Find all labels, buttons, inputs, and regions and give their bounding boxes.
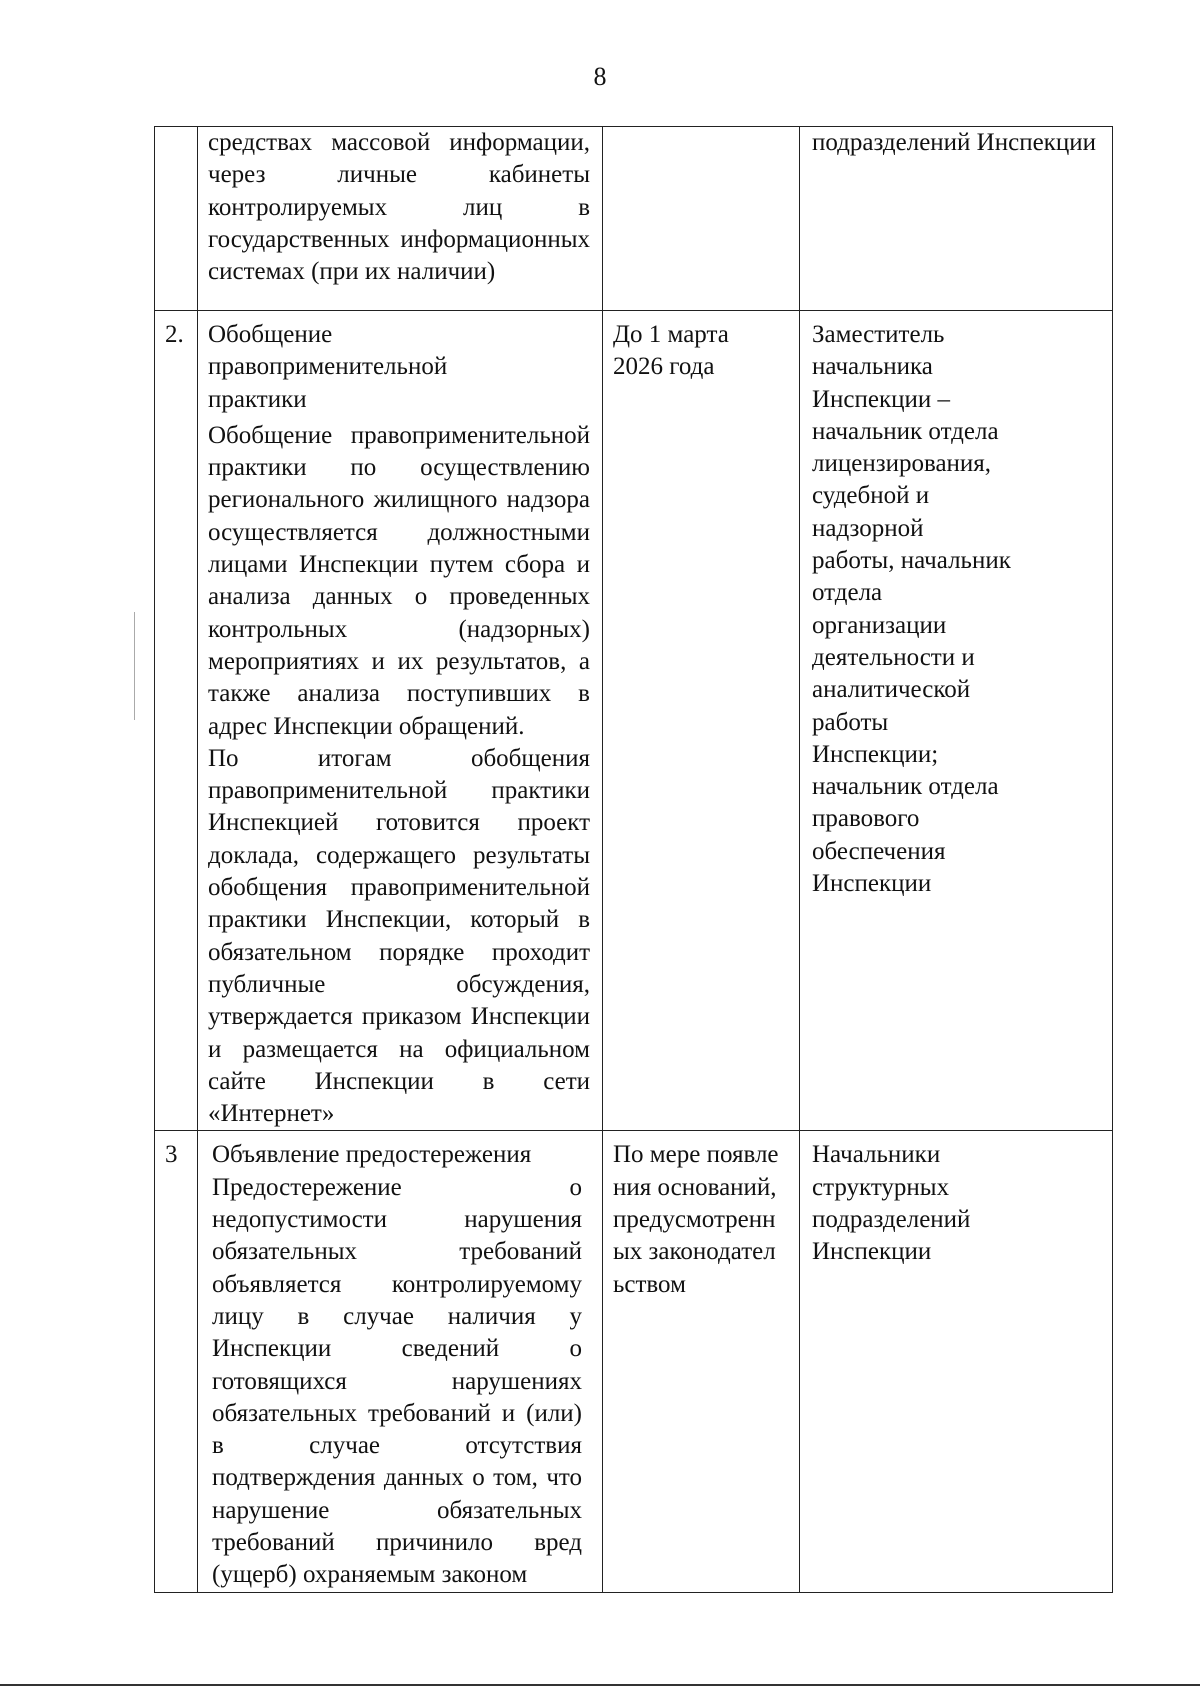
row-number: 3: [155, 1131, 198, 1592]
description-text: Предостережение о недопустимости нарушения обязательных требований объявляется контролируемому лицу в случае наличия у Инспекции сведений о готовящихся нарушениях обязательных требований и (или) в случае отсутствия подтверждения данных о том, что нарушение обязательных требований причинило вред (ущерб) охраняемым законом: [212, 1173, 582, 1589]
row-number: 2.: [155, 311, 198, 1131]
responsible-cell: Заместитель начальника Инспекции – начальник отдела лицензирования, судебной и надзорной работы, начальник отдела организации деятельности и аналитической работы Инспекции; начальник отдела правового обеспечения Инспекции: [800, 311, 1113, 1131]
measure-title: Обобщение правоприменительной практики: [208, 321, 448, 413]
table-row: [155, 127, 1113, 311]
measure-title: Объявление предостережения: [212, 1141, 532, 1169]
measures-table: [154, 126, 1113, 1593]
scan-margin-mark: [134, 612, 135, 720]
table-row: [155, 311, 1113, 1131]
deadline-cell: [603, 127, 800, 311]
description-text: средствах массовой информации, через личные кабинеты контролируемых лиц в государственных информационных системах (при их наличии): [208, 129, 590, 286]
deadline-cell: По мере появления оснований, предусмотренных законодательством: [603, 1131, 800, 1592]
page-number: 8: [593, 62, 607, 91]
responsible-cell: подразделений Инспекции: [800, 127, 1113, 311]
description-text: По итогам обобщения правоприменительной практики Инспекцией готовится проект доклада, содержащего результаты обобщения правоприменительной практики Инспекции, который в обязательном порядке проходит публичные обсуждения, утверждается приказом Инспекции и размещается на официальном сайте Инспекции в сети «Интернет»: [208, 744, 590, 1128]
page-bottom-rule: [0, 1684, 1200, 1686]
description-text: Обобщение правоприменительной практики по осуществлению регионального жилищного надзора осуществляется должностными лицами Инспекции путем сбора и анализа данных о проведенных контрольных (надзорных) мероприятиях и их результатов, а также анализа поступивших в адрес Инспекции обращений.: [208, 421, 590, 740]
measure-description: [198, 1131, 603, 1592]
responsible-cell: Начальники структурных подразделений Инспекции: [800, 1131, 1113, 1592]
measure-description: [198, 127, 603, 311]
deadline-cell: До 1 марта 2026 года: [603, 311, 800, 1131]
row-number: [155, 127, 198, 311]
measure-description: [198, 311, 603, 1131]
table-row: [155, 1131, 1113, 1592]
